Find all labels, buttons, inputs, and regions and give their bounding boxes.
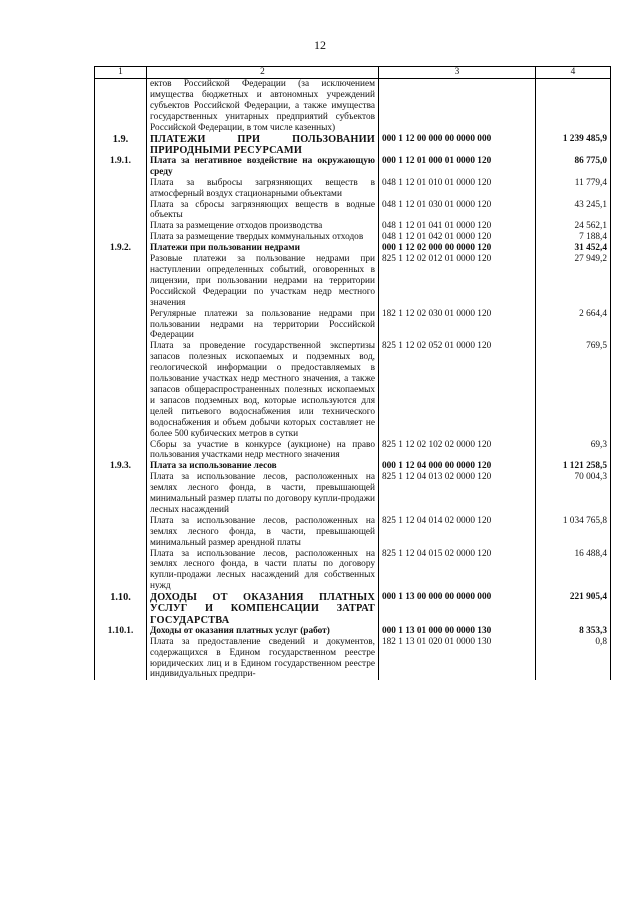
row-name: Плата за выбросы загрязняющих веществ в атмосферный воздух стационарными объектами: [147, 178, 379, 200]
column-header: 2: [147, 67, 379, 79]
table-row: [95, 461, 611, 472]
row-amount: 24 562,1: [536, 221, 611, 232]
row-amount: 1 239 485,9: [536, 134, 611, 156]
row-code: 000 1 12 00 000 00 0000 000: [379, 134, 536, 156]
row-amount: 69,3: [536, 440, 611, 462]
row-code: 182 1 13 01 020 01 0000 130: [379, 637, 536, 681]
row-number: [95, 637, 147, 681]
row-name: Плата за использование лесов, расположенных на землях лесного фонда, в части, превышающей минимальный размер платы по договору купли-продажи лесных насаждений: [147, 472, 379, 516]
table-row: [95, 221, 611, 232]
row-amount: 86 775,0: [536, 156, 611, 178]
row-amount: 1 034 765,8: [536, 516, 611, 549]
table-row: [95, 440, 611, 462]
row-name: Плата за размещение твердых коммунальных отходов: [147, 232, 379, 243]
row-code: 825 1 12 04 015 02 0000 120: [379, 549, 536, 593]
table-row: [95, 156, 611, 178]
table-body: [95, 79, 611, 681]
row-amount: 43 245,1: [536, 200, 611, 222]
table-header-row: [95, 67, 611, 79]
row-name: ектов Российской Федерации (за исключением имущества бюджетных и автономных учреждений субъектов Российской Федерации, а также имущества государственных унитарных предприятий субъектов Российской Федерации, в том числе казенных): [147, 79, 379, 134]
table-row: [95, 254, 611, 309]
column-header: 1: [95, 67, 147, 79]
row-number: [95, 200, 147, 222]
table-row: [95, 472, 611, 516]
table-row: [95, 626, 611, 637]
row-name: Доходы от оказания платных услуг (работ): [147, 626, 379, 637]
row-name: Плата за предоставление сведений и документов, содержащихся в Едином государственном реестре юридических лиц и в Едином государственном реестре индивидуальных предпри-: [147, 637, 379, 681]
row-number: [95, 516, 147, 549]
row-number: [95, 232, 147, 243]
row-name: Регулярные платежи за пользование недрами при пользовании недрами на территории Российской Федерации: [147, 309, 379, 342]
table-row: [95, 232, 611, 243]
row-name: Разовые платежи за пользование недрами при наступлении определенных событий, оговоренных в лицензии, при пользовании недрами на территории Российской Федерации по участкам недр местного значения: [147, 254, 379, 309]
table-row: [95, 200, 611, 222]
column-header: 3: [379, 67, 536, 79]
row-number: 1.9.3.: [95, 461, 147, 472]
row-code: 825 1 12 04 013 02 0000 120: [379, 472, 536, 516]
table-row: [95, 243, 611, 254]
row-name: Плата за использование лесов: [147, 461, 379, 472]
row-amount: 31 452,4: [536, 243, 611, 254]
row-code: 825 1 12 02 102 02 0000 120: [379, 440, 536, 462]
row-code: 048 1 12 01 041 01 0000 120: [379, 221, 536, 232]
row-code: 825 1 12 04 014 02 0000 120: [379, 516, 536, 549]
row-name: Платежи при пользовании недрами: [147, 243, 379, 254]
row-name: ДОХОДЫ ОТ ОКАЗАНИЯ ПЛАТНЫХ УСЛУГ И КОМПЕНСАЦИИ ЗАТРАТ ГОСУДАРСТВА: [147, 592, 379, 626]
row-name: Плата за проведение государственной экспертизы запасов полезных ископаемых и подземных вод, геологической информации о предоставляемых в пользование участках недр местного значения, а также запасов общераспространенных полезных ископаемых и запасов подземных вод, которые используются для целей питьевого водоснабжения или технического водоснабжения и объем добычи которых составляет не более 500 кубических метров в сутки: [147, 341, 379, 439]
row-code: 048 1 12 01 010 01 0000 120: [379, 178, 536, 200]
row-number: 1.10.: [95, 592, 147, 626]
row-number: [95, 309, 147, 342]
table-row: [95, 309, 611, 342]
row-code: 000 1 12 01 000 01 0000 120: [379, 156, 536, 178]
row-number: [95, 178, 147, 200]
row-number: [95, 472, 147, 516]
row-amount: 1 121 258,5: [536, 461, 611, 472]
row-name: Сборы за участие в конкурсе (аукционе) на право пользования участками недр местного значения: [147, 440, 379, 462]
row-code: 825 1 12 02 052 01 0000 120: [379, 341, 536, 439]
row-name: Плата за размещение отходов производства: [147, 221, 379, 232]
row-code: 048 1 12 01 042 01 0000 120: [379, 232, 536, 243]
row-amount: 2 664,4: [536, 309, 611, 342]
table-row: [95, 134, 611, 156]
row-number: [95, 221, 147, 232]
row-amount: 27 949,2: [536, 254, 611, 309]
row-name: Плата за негативное воздействие на окружающую среду: [147, 156, 379, 178]
row-code: 825 1 12 02 012 01 0000 120: [379, 254, 536, 309]
row-name: Плата за сбросы загрязняющих веществ в водные объекты: [147, 200, 379, 222]
revenue-table: [94, 66, 611, 680]
row-number: [95, 440, 147, 462]
row-name: Плата за использование лесов, расположенных на землях лесного фонда, в части, превышающей минимальный размер арендной платы: [147, 516, 379, 549]
row-code: 048 1 12 01 030 01 0000 120: [379, 200, 536, 222]
row-amount: 8 353,3: [536, 626, 611, 637]
row-number: [95, 341, 147, 439]
row-number: 1.10.1.: [95, 626, 147, 637]
table-row: [95, 341, 611, 439]
page-number: 12: [314, 38, 326, 52]
row-amount: 16 488,4: [536, 549, 611, 593]
table-row: [95, 592, 611, 626]
row-code: 182 1 12 02 030 01 0000 120: [379, 309, 536, 342]
row-amount: 221 905,4: [536, 592, 611, 626]
row-number: [95, 254, 147, 309]
table-row: [95, 79, 611, 134]
column-header: 4: [536, 67, 611, 79]
row-code: 000 1 12 04 000 00 0000 120: [379, 461, 536, 472]
row-number: 1.9.: [95, 134, 147, 156]
row-amount: [536, 79, 611, 134]
table-row: [95, 637, 611, 681]
row-code: 000 1 13 01 000 00 0000 130: [379, 626, 536, 637]
row-code: 000 1 12 02 000 00 0000 120: [379, 243, 536, 254]
row-number: [95, 79, 147, 134]
row-amount: 0,8: [536, 637, 611, 681]
row-code: 000 1 13 00 000 00 0000 000: [379, 592, 536, 626]
row-amount: 70 004,3: [536, 472, 611, 516]
row-number: [95, 549, 147, 593]
row-code: [379, 79, 536, 134]
row-number: 1.9.1.: [95, 156, 147, 178]
table-row: [95, 549, 611, 593]
row-amount: 11 779,4: [536, 178, 611, 200]
row-number: 1.9.2.: [95, 243, 147, 254]
row-name: Плата за использование лесов, расположенных на землях лесного фонда, в части платы по договору купли-продажи лесных насаждений для собственных нужд: [147, 549, 379, 593]
row-amount: 7 188,4: [536, 232, 611, 243]
row-name: ПЛАТЕЖИ ПРИ ПОЛЬЗОВАНИИ ПРИРОДНЫМИ РЕСУРСАМИ: [147, 134, 379, 156]
row-amount: 769,5: [536, 341, 611, 439]
table-row: [95, 178, 611, 200]
table-row: [95, 516, 611, 549]
